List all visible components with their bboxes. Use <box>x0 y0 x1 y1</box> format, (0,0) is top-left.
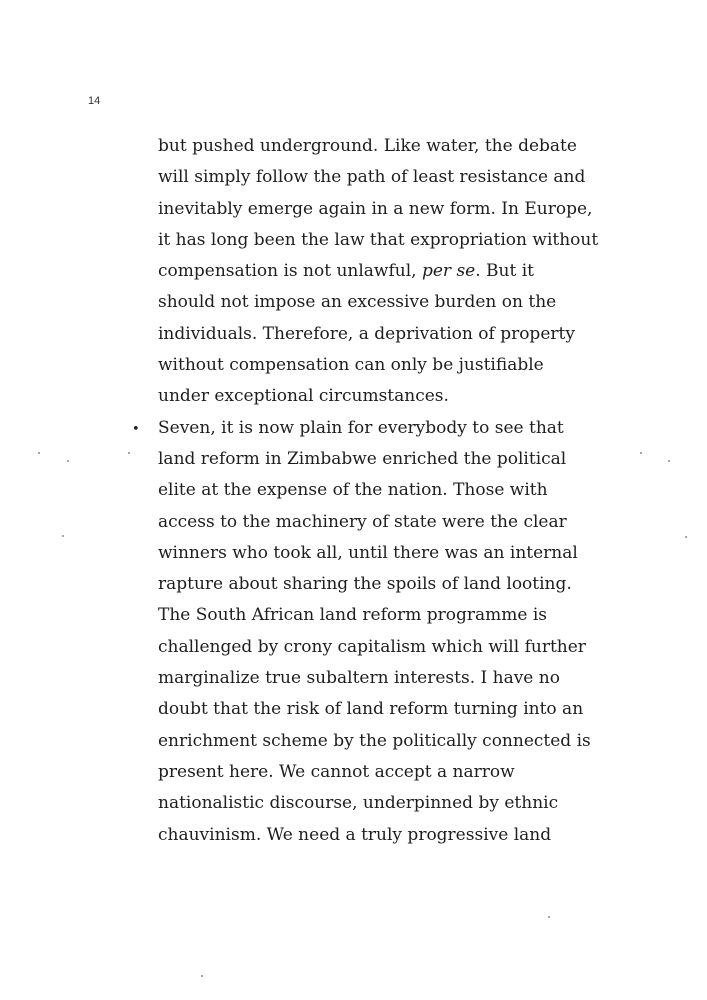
bullet-line: elite at the expense of the nation. Those with <box>158 480 548 501</box>
italic-text: per se <box>421 261 476 282</box>
bullet-line: winners who took all, until there was an internal <box>158 542 578 563</box>
scan-speck <box>38 452 40 454</box>
scan-speck <box>128 452 130 454</box>
scan-speck <box>67 460 69 462</box>
bullet-line: doubt that the risk of land reform turning into an <box>158 699 584 720</box>
bullet-point-icon: • <box>132 422 140 437</box>
scan-speck <box>62 535 64 537</box>
bullet-line: enrichment scheme by the politically connected is <box>158 730 591 751</box>
document-body <box>158 131 628 851</box>
scan-speck <box>548 916 550 918</box>
bullet-line: land reform in Zimbabwe enriched the political <box>158 448 567 469</box>
bullet-line: Seven, it is now plain for everybody to see that <box>158 417 564 438</box>
scan-speck <box>640 452 642 454</box>
scan-speck <box>685 536 687 538</box>
bullet-line: marginalize true subaltern interests. I have no <box>158 668 560 689</box>
text-line: it has long been the law that expropriation without <box>158 229 599 250</box>
text-segment: . But it <box>475 261 535 282</box>
text-line: inevitably emerge again in a new form. In Europe, <box>158 198 593 219</box>
scan-speck <box>668 460 670 462</box>
bullet-line: chauvinism. We need a truly progressive land <box>158 824 552 845</box>
text-line: should not impose an excessive burden on the <box>158 292 557 313</box>
bullet-line: access to the machinery of state were the clear <box>158 511 567 532</box>
text-line: without compensation can only be justifiable <box>158 355 544 376</box>
text-line: individuals. Therefore, a deprivation of property <box>158 323 575 344</box>
text-line <box>158 256 628 287</box>
bullet-line: The South African land reform programme is <box>158 605 548 626</box>
bullet-line: present here. We cannot accept a narrow <box>158 761 515 782</box>
page-number: 14 <box>88 95 101 107</box>
bullet-line: nationalistic discourse, underpinned by ethnic <box>158 793 559 814</box>
scan-speck <box>201 975 203 977</box>
text-line: but pushed underground. Like water, the debate <box>158 136 577 156</box>
text-segment: compensation is not unlawful, <box>158 261 422 282</box>
text-line: under exceptional circumstances. <box>158 386 449 407</box>
bullet-line: challenged by crony capitalism which will further <box>158 636 586 657</box>
text-line: will simply follow the path of least resistance and <box>158 167 586 188</box>
bullet-line: rapture about sharing the spoils of land looting. <box>158 574 572 595</box>
